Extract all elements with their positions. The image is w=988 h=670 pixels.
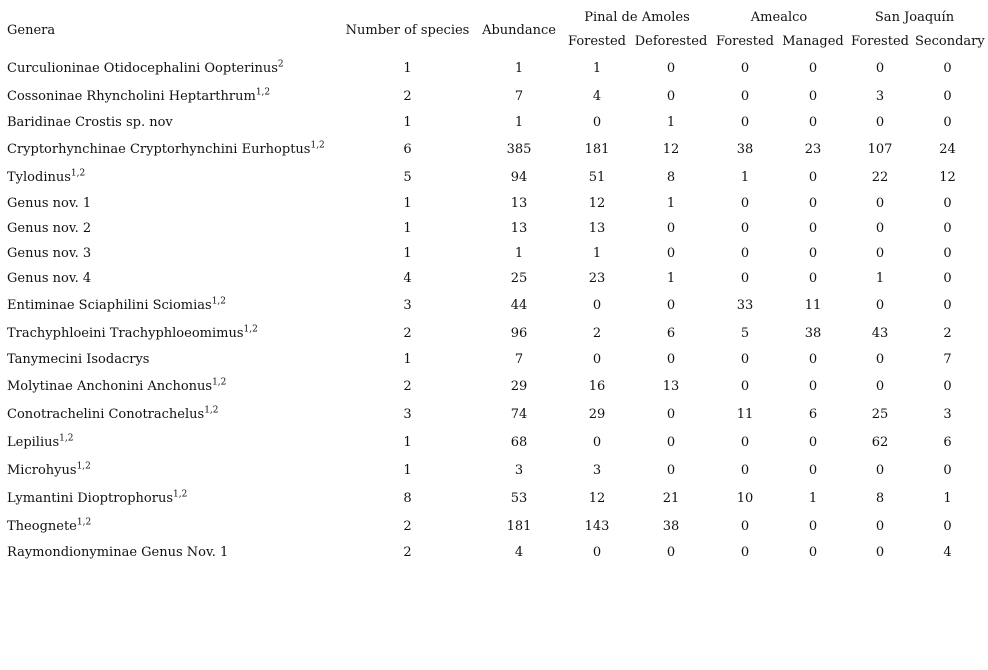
species-count-cell: 2 [403, 378, 412, 394]
genus-cell [4, 163, 340, 191]
site-count-cell: 0 [666, 246, 676, 261]
genus-name: Molytinae Anchonini Anchonus [7, 378, 213, 394]
site-count-cell: 0 [666, 88, 676, 104]
genus-cell [4, 54, 340, 82]
site-count-cell: 0 [808, 518, 818, 534]
site-count-cell: 38 [804, 325, 822, 341]
site-count-cell: 38 [662, 518, 680, 534]
site-count-cell: 0 [943, 297, 952, 313]
footnote-marker: 1,2 [76, 517, 92, 528]
site-count-cell: 1 [943, 490, 952, 506]
site-count-cell: 62 [871, 434, 889, 450]
site-count-cell: 0 [808, 378, 818, 394]
table-row [4, 291, 982, 319]
sub-header: Forested [716, 33, 774, 49]
site-count-cell: 1 [666, 271, 676, 286]
site-count-cell: 13 [662, 378, 680, 394]
site-count-cell: 0 [740, 545, 750, 560]
site-count-cell: 12 [588, 196, 606, 211]
abundance-cell: 1 [514, 60, 524, 76]
site-count-cell: 0 [592, 352, 602, 367]
abundance-cell: 25 [510, 271, 528, 286]
site-count-cell: 1 [808, 490, 818, 506]
site-count-cell: 10 [736, 490, 754, 506]
species-count-cell: 1 [403, 196, 412, 211]
footnote-marker: 1,2 [243, 324, 258, 335]
genera-header: Genera [7, 22, 56, 38]
footnote-marker: 1,2 [204, 405, 219, 416]
site-count-cell: 181 [584, 141, 610, 157]
site-count-cell: 1 [666, 115, 676, 130]
site-count-cell: 12 [588, 490, 606, 506]
site-count-cell: 25 [871, 406, 889, 422]
site-count-cell: 0 [875, 221, 885, 236]
genus-cell [4, 241, 340, 266]
genus-cell [4, 82, 340, 110]
abundance-cell: 1 [514, 246, 524, 261]
table-row [4, 241, 982, 266]
abundance-cell: 13 [510, 221, 528, 236]
site-count-cell: 0 [740, 196, 750, 211]
site-count-cell: 0 [666, 60, 676, 76]
sub-header: Secondary [915, 33, 985, 49]
abundance-cell: 74 [510, 406, 528, 422]
site-count-cell: 0 [875, 297, 885, 313]
site-count-cell: 23 [588, 271, 606, 286]
abundance-cell: 53 [510, 490, 528, 506]
site-count-cell: 3 [943, 406, 952, 422]
species-count-cell: 4 [403, 271, 412, 286]
group-header-pinal: Pinal de Amoles [584, 9, 690, 25]
site-count-cell: 1 [666, 196, 676, 211]
genus-cell [4, 266, 340, 291]
table-row [4, 191, 982, 216]
site-count-cell: 0 [943, 88, 952, 104]
genus-cell [4, 347, 340, 372]
site-count-cell: 12 [662, 141, 680, 157]
species-count-cell: 5 [403, 169, 412, 185]
group-header-amealco: Amealco [750, 9, 808, 25]
site-count-cell: 0 [808, 545, 818, 560]
site-count-cell: 12 [939, 169, 956, 185]
sub-header: Forested [568, 33, 626, 49]
footnote-marker: 1,2 [173, 489, 188, 500]
genus-name: Raymondionyminae Genus Nov. 1 [7, 545, 229, 560]
site-count-cell: 0 [740, 518, 750, 534]
site-count-cell: 33 [736, 297, 754, 313]
site-count-cell: 0 [875, 60, 885, 76]
site-count-cell: 1 [875, 271, 885, 286]
site-count-cell: 0 [808, 169, 818, 185]
site-count-cell: 0 [943, 518, 952, 534]
table-row [4, 456, 982, 484]
site-count-cell: 0 [808, 434, 818, 450]
site-count-cell: 24 [939, 141, 956, 157]
site-count-cell: 0 [808, 352, 818, 367]
site-count-cell: 0 [943, 221, 952, 236]
site-count-cell: 1 [740, 169, 750, 185]
site-count-cell: 0 [592, 297, 602, 313]
abundance-header: Abundance [482, 22, 556, 38]
abundance-cell: 96 [510, 325, 528, 341]
genus-name: Baridinae Crostis sp. nov [7, 115, 173, 130]
site-count-cell: 0 [943, 60, 952, 76]
table-row [4, 82, 982, 110]
table-row [4, 216, 982, 241]
abundance-cell: 385 [506, 141, 532, 157]
genus-name: Entiminae Sciaphilini Sciomias [7, 297, 212, 313]
site-count-cell: 0 [666, 221, 676, 236]
site-count-cell: 143 [584, 518, 610, 534]
species-count-cell: 1 [403, 352, 412, 367]
genus-cell [4, 191, 340, 216]
site-count-cell: 1 [592, 246, 602, 261]
abundance-cell: 94 [510, 169, 528, 185]
site-count-cell: 0 [666, 352, 676, 367]
site-count-cell: 3 [592, 462, 602, 478]
abundance-cell: 181 [506, 518, 532, 534]
abundance-cell: 1 [514, 115, 524, 130]
site-count-cell: 0 [808, 246, 818, 261]
table-row [4, 484, 982, 512]
site-count-cell: 0 [808, 60, 818, 76]
site-count-cell: 11 [804, 297, 822, 313]
site-count-cell: 0 [592, 115, 602, 130]
genus-cell [4, 110, 340, 135]
site-count-cell: 23 [804, 141, 822, 157]
site-count-cell: 0 [875, 518, 885, 534]
species-header: Number of species [345, 22, 470, 38]
abundance-cell: 68 [510, 434, 528, 450]
site-count-cell: 0 [943, 378, 952, 394]
site-count-cell: 8 [875, 490, 885, 506]
table-row [4, 319, 982, 347]
species-count-cell: 1 [403, 434, 412, 450]
table-row [4, 110, 982, 135]
site-count-cell: 29 [588, 406, 606, 422]
site-count-cell: 0 [943, 246, 952, 261]
table-row [4, 428, 982, 456]
site-count-cell: 0 [808, 115, 818, 130]
abundance-cell: 7 [514, 88, 524, 104]
site-count-cell: 0 [740, 88, 750, 104]
species-count-cell: 1 [403, 462, 412, 478]
table-row [4, 266, 982, 291]
genus-cell [4, 512, 340, 540]
site-count-cell: 0 [666, 297, 676, 313]
genus-name: Lymantini Dioptrophorus [7, 490, 174, 506]
site-count-cell: 0 [943, 271, 952, 286]
species-count-cell: 3 [403, 406, 412, 422]
site-count-cell: 13 [588, 221, 606, 236]
site-count-cell: 8 [666, 169, 676, 185]
site-count-cell: 0 [740, 434, 750, 450]
footnote-marker: 2 [277, 59, 284, 70]
genus-name: Genus nov. 2 [7, 221, 92, 236]
sub-header: Forested [851, 33, 909, 49]
genus-name: Curculioninae Otidocephalini Oopterinus [7, 60, 278, 76]
genus-name: Genus nov. 1 [7, 196, 92, 211]
table-row [4, 372, 982, 400]
sub-header: Managed [782, 33, 844, 49]
site-count-cell: 2 [592, 325, 602, 341]
site-count-cell: 0 [740, 378, 750, 394]
site-count-cell: 0 [875, 545, 885, 560]
site-count-cell: 1 [592, 60, 602, 76]
footnote-marker: 1,2 [59, 433, 74, 444]
species-count-cell: 8 [403, 490, 412, 506]
site-count-cell: 38 [736, 141, 754, 157]
site-count-cell: 0 [740, 462, 750, 478]
site-count-cell: 0 [740, 271, 750, 286]
site-count-cell: 16 [588, 378, 606, 394]
site-count-cell: 43 [871, 325, 889, 341]
genus-cell [4, 456, 340, 484]
site-count-cell: 0 [666, 545, 676, 560]
table-row [4, 512, 982, 540]
species-count-cell: 2 [403, 325, 412, 341]
footnote-marker: 1,2 [211, 296, 227, 307]
site-count-cell: 2 [943, 325, 952, 341]
site-count-cell: 0 [740, 60, 750, 76]
site-count-cell: 0 [740, 221, 750, 236]
species-count-cell: 1 [403, 246, 412, 261]
genus-name: Lepilius [7, 434, 60, 450]
site-count-cell: 0 [808, 88, 818, 104]
genus-name: Trachyphloeini Trachyphloeomimus [7, 325, 244, 341]
species-count-cell: 3 [403, 297, 412, 313]
site-count-cell: 21 [662, 490, 680, 506]
table-row [4, 347, 982, 372]
site-count-cell: 0 [875, 378, 885, 394]
site-count-cell: 107 [867, 141, 893, 157]
genus-cell [4, 291, 340, 319]
site-count-cell: 51 [588, 169, 606, 185]
site-count-cell: 3 [875, 88, 885, 104]
site-count-cell: 0 [808, 196, 818, 211]
genus-cell [4, 216, 340, 241]
site-count-cell: 4 [943, 545, 952, 560]
genus-cell [4, 372, 340, 400]
genus-name: Cossoninae Rhyncholini Heptarthrum [7, 88, 256, 104]
abundance-cell: 7 [514, 352, 524, 367]
table-body [4, 54, 982, 565]
group-header-san-joaquin: San Joaquín [874, 9, 955, 25]
genus-cell [4, 319, 340, 347]
abundance-cell: 29 [510, 378, 528, 394]
genus-name: Genus nov. 4 [7, 271, 92, 286]
site-count-cell: 7 [943, 352, 952, 367]
site-count-cell: 11 [736, 406, 754, 422]
genus-cell [4, 428, 340, 456]
site-count-cell: 0 [666, 406, 676, 422]
site-count-cell: 0 [592, 434, 602, 450]
genus-name: Conotrachelini Conotrachelus [7, 406, 205, 422]
species-abundance-table [4, 6, 985, 565]
site-count-cell: 0 [740, 352, 750, 367]
genus-cell [4, 135, 340, 163]
table-header [4, 6, 985, 54]
site-count-cell: 0 [808, 462, 818, 478]
species-count-cell: 1 [403, 115, 412, 130]
abundance-cell: 44 [510, 297, 528, 313]
abundance-cell: 4 [514, 545, 524, 560]
table-row [4, 135, 982, 163]
species-count-cell: 1 [403, 221, 412, 236]
footnote-marker: 1,2 [76, 461, 91, 472]
site-count-cell: 5 [740, 325, 750, 341]
genus-name: Tylodinus [7, 169, 71, 185]
site-count-cell: 0 [875, 352, 885, 367]
site-count-cell: 0 [666, 462, 676, 478]
abundance-cell: 13 [510, 196, 528, 211]
species-count-cell: 2 [403, 88, 412, 104]
site-count-cell: 0 [943, 115, 952, 130]
site-count-cell: 0 [875, 196, 885, 211]
genus-cell [4, 400, 340, 428]
site-count-cell: 0 [808, 221, 818, 236]
species-count-cell: 6 [403, 141, 412, 157]
site-count-cell: 0 [875, 462, 885, 478]
site-count-cell: 0 [666, 434, 676, 450]
site-count-cell: 0 [943, 196, 952, 211]
table-row [4, 54, 982, 82]
genus-cell [4, 484, 340, 512]
site-count-cell: 0 [808, 271, 818, 286]
genus-name: Microhyus [7, 462, 77, 478]
genus-name: Cryptorhynchinae Cryptorhynchini Eurhoptus [7, 141, 311, 157]
site-count-cell: 22 [871, 169, 889, 185]
table-row [4, 540, 982, 565]
site-count-cell: 0 [875, 115, 885, 130]
site-count-cell: 0 [875, 246, 885, 261]
footnote-marker: 1,2 [212, 377, 227, 388]
genus-name: Theognete [7, 518, 77, 534]
species-count-cell: 1 [403, 60, 412, 76]
site-count-cell: 6 [666, 325, 676, 341]
footnote-marker: 1,2 [255, 87, 271, 98]
genus-name: Tanymecini Isodacrys [7, 352, 150, 367]
table-row [4, 163, 982, 191]
footnote-marker: 1,2 [310, 140, 325, 151]
table-row [4, 400, 982, 428]
site-count-cell: 6 [808, 406, 818, 422]
site-count-cell: 0 [943, 462, 952, 478]
genus-name: Genus nov. 3 [7, 246, 92, 261]
site-count-cell: 0 [740, 246, 750, 261]
abundance-cell: 3 [514, 462, 524, 478]
site-count-cell: 4 [592, 88, 602, 104]
footnote-marker: 1,2 [70, 168, 86, 179]
genus-cell [4, 540, 340, 565]
sub-header: Deforested [634, 33, 708, 49]
site-count-cell: 6 [943, 434, 952, 450]
site-count-cell: 0 [740, 115, 750, 130]
site-count-cell: 0 [592, 545, 602, 560]
species-count-cell: 2 [403, 518, 412, 534]
species-count-cell: 2 [403, 545, 412, 560]
